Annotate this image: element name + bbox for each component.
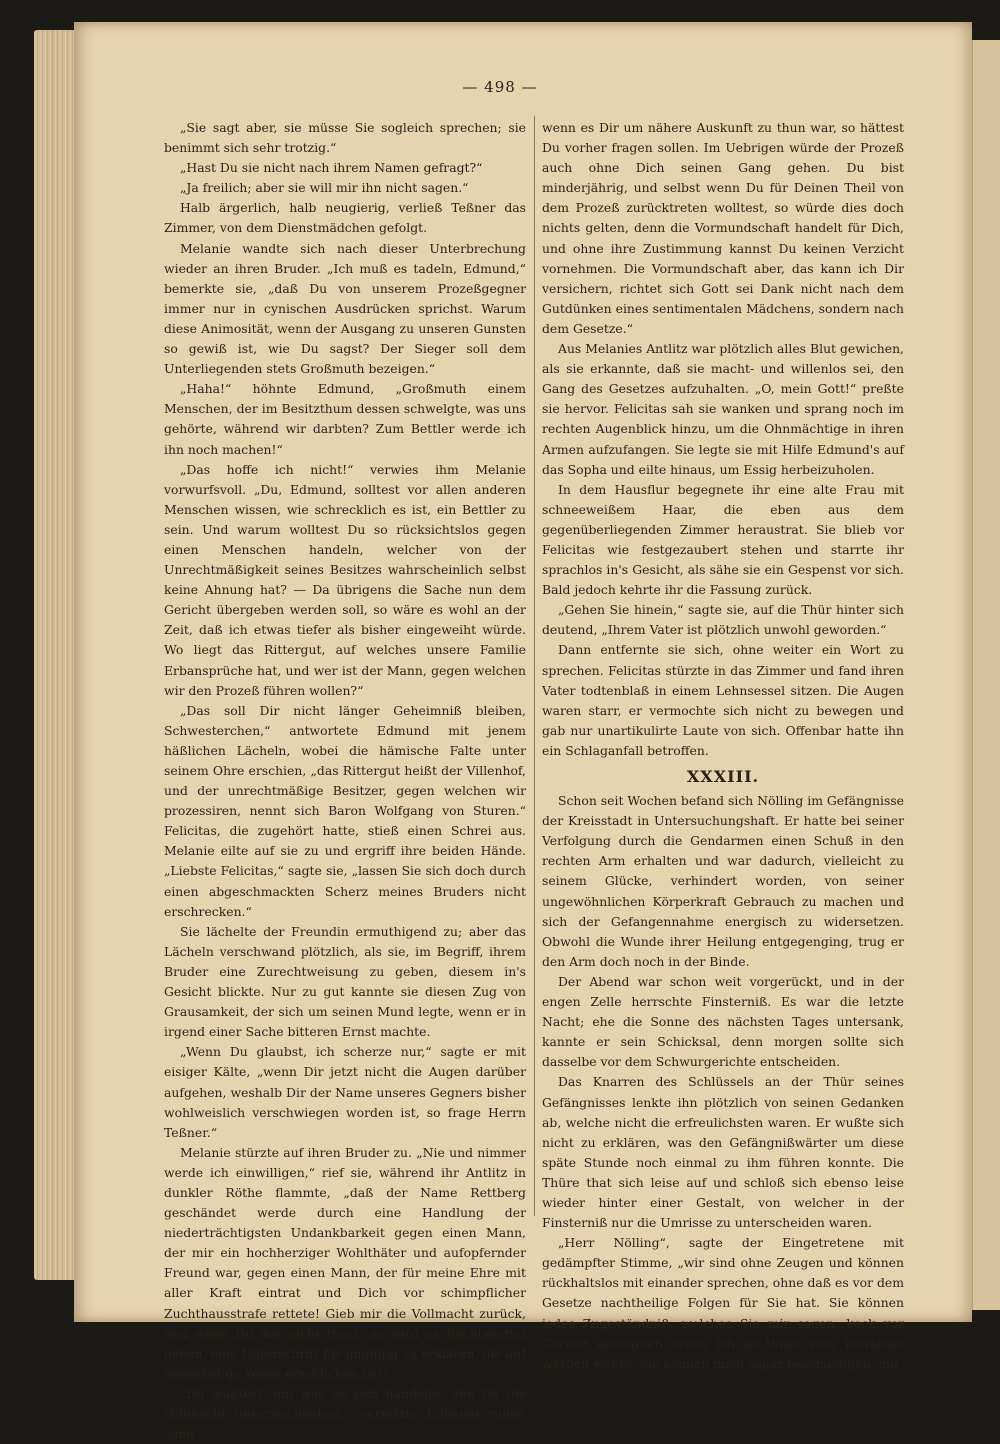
paragraph: In dem Hausflur begegnete ihr eine alte Frau mit schneeweißem Haar, die eben aus dem gegenüberliegenden Zimmer heraustrat. Sie blieb vor Felicitas wie festgezaubert stehen und starrte ihr sprachlos in's Gesicht, als sähe sie ein Gespenst vor sich. Bald jedoch kehrte ihr die Fassung zurück. (542, 481, 904, 598)
paragraph: „Wenn Du glaubst, ich scherze nur,“ sagte er mit eisiger Kälte, „wenn Dir jetzt nicht die Augen darüber aufgehen, weshalb Dir der Name unseres Gegners bisher wohlweislich verschwiegen worden ist, so frage Herrn Teßner.“ (164, 1044, 526, 1140)
paragraph: „Sie sagt aber, sie müsse Sie sogleich sprechen; sie benimmt sich sehr trotzig.“ (164, 120, 526, 156)
paragraph: Halb ärgerlich, halb neugierig, verließ Teßner das Zimmer, von dem Dienstmädchen gefolgt. (164, 200, 526, 236)
paragraph: wenn es Dir um nähere Auskunft zu thun war, so hättest Du vorher fragen sollen. Im Uebrigen würde der Prozeß auch ohne Dich seinen Gang gehen. Du bist minderjährig, und selbst wenn Du für Deinen Theil von dem Prozeß zurücktreten wolltest, so würde dies doch nichts gelten, denn die Vormundschaft handelt für Dich, und ohne ihre Zustimmung kannst Du keinen Verzicht vornehmen. Die Vormundschaft aber, das kann ich Dir versichern, richtet sich Gott sei Dank nicht nach dem Gutdünken eines sentimentalen Mädchens, sondern nach dem Gesetze.“ (542, 120, 904, 336)
paragraph: Schon seit Wochen befand sich Nölling im Gefängnisse der Kreisstadt in Untersuchungshaft. Er hatte bei seiner Verfolgung durch die Gendarmen einen Schuß in den rechten Arm erhalten und war dadurch, vielleicht zu seinem Glücke, verhindert worden, von seiner ungewöhnlichen Körperkraft Gebrauch zu machen und sich der Gefangennahme energisch zu widersetzen. Obwohl die Wunde ihrer Heilung entgegenging, trug er den Arm doch noch in der Binde. (542, 793, 904, 969)
paragraph: „Du wußtest, um was es sich handelte, ehe Du die Vollmacht unterzeichnetest,“ versetzte Edmund ruhig, „und (164, 1385, 526, 1442)
paragraph: „Das soll Dir nicht länger Geheimniß bleiben, Schwesterchen,“ antwortete Edmund mit jenem häßlichen Lächeln, wobei die hämische Falte unter seinem Ohre erschien, „das Rittergut heißt der Villenhof, und der unrechtmäßige Besitzer, gegen welchen wir prozessiren, nennt sich Baron Wolfgang von Sturen.“ Felicitas, die zugehört hatte, stieß einen Schrei aus. Melanie eilte auf sie zu und ergriff ihre beiden Hände. „Liebste Felicitas,“ sagte sie, „lassen Sie sich doch durch einen abgeschmackten Scherz meines Bruders nicht erschrecken.“ (164, 702, 526, 919)
page-number: — 498 — (462, 78, 538, 96)
paragraph: Melanie wandte sich nach dieser Unterbrechung wieder an ihren Bruder. „Ich muß es tadeln, Edmund,“ bemerkte sie, „daß Du von unserem Prozeßgegner immer nur in cynischen Ausdrücken sprichst. Warum diese Animosität, wenn der Ausgang zu unseren Gunsten so gewiß ist, wie Du sagst? Der Sieger soll dem Unterliegenden stets Großmuth bezeigen.“ (164, 240, 526, 377)
chapter-heading: XXXIII. (686, 767, 760, 786)
paragraph: „Herr Nölling“, sagte der Eingetretene mit gedämpfter Stimme, „wir sind ohne Zeugen und können rückhaltslos mit einander sprechen, ohne daß es vor dem Gesetze nachtheilige Folgen für Sie hat. Sie können jedes Zugeständniß, welches Sie mir sagen, keck vor Gericht ableugnen, wenn ich an Ihnen zum Verräther werden wollte; Sie können mich sogar beschuldigen, mir (542, 1235, 904, 1371)
paragraph: Melanie stürzte auf ihren Bruder zu. „Nie und nimmer werde ich einwilligen,“ rief sie, während ihr Antlitz in dunkler Röthe flammte, „daß der Name Rettberg geschändet werde durch eine Handlung der niederträchtigsten Undankbarkeit gegen einen Mann, der mir ein hochherziger Wohlthäter und aufopfernder Freund war, gegen einen Mann, der für meine Ehre mit aller Kraft eintrat und Dich vor schimpflicher Zuchthausstrafe rettete! Gieb mir die Vollmacht zurück, und wenn Du das nicht thust, so wird es Rechtsmittel geben, eine Unterschrift für ungültig zu erklären, die auf hinterlistige Weise erschlichen ist!“ (164, 1144, 526, 1381)
page-edge-stack (34, 30, 74, 1280)
paragraph: „Haha!“ höhnte Edmund, „Großmuth einem Menschen, der im Besitzthum dessen schwelgte, was uns gehörte, während wir darbten? Zum Bettler werde ich ihn noch machen!“ (164, 381, 526, 457)
paragraph: Aus Melanies Antlitz war plötzlich alles Blut gewichen, als sie erkannte, daß sie macht- und willenlos sei, den Gang des Gesetzes aufzuhalten. „O, mein Gott!“ preßte sie hervor. Felicitas sah sie wanken und sprang noch im rechten Augenblick hinzu, um die Ohnmächtige in ihren Armen aufzufangen. Sie legte sie mit Hilfe Edmund's auf das Sopha und eilte hinaus, um Essig herbeizuholen. (542, 341, 904, 477)
column-divider (534, 116, 535, 1216)
paragraph: Das Knarren des Schlüssels an der Thür seines Gefängnisses lenkte ihn plötzlich von seinen Gedanken ab, welche nicht die erfreulichsten waren. Er wußte sich nicht zu erklären, was den Gefängnißwärter um diese späte Stunde noch einmal zu ihm führen konnte. Die Thüre that sich leise auf und schloß sich ebenso leise wieder hinter einer Gestalt, von welcher in der Finsterniß nur die Umrisse zu unterscheiden waren. (542, 1074, 904, 1231)
paragraph: „Ja freilich; aber sie will mir ihn nicht sagen.“ (180, 180, 469, 196)
left-column (164, 118, 526, 1444)
paragraph: Dann entfernte sie sich, ohne weiter ein Wort zu sprechen. Felicitas stürzte in das Zimmer und fand ihren Vater todtenblaß in einem Lehnsessel sitzen. Die Augen waren starr, er vermochte sich nicht zu bewegen und gab nur unartikulirte Laute von sich. Offenbar hatte ihn ein Schlaganfall betroffen. (542, 642, 904, 758)
facing-page-edge (972, 40, 1000, 1310)
paragraph: „Gehen Sie hinein,“ sagte sie, auf die Thür hinter sich deutend, „Ihrem Vater ist plötzlich unwohl geworden.“ (542, 602, 904, 638)
right-column (542, 118, 904, 1374)
paragraph: Der Abend war schon weit vorgerückt, und in der engen Zelle herrschte Finsterniß. Es war die letzte Nacht; ehe die Sonne des nächsten Tages untersank, kannte er sein Schicksal, denn morgen sollte sich dasselbe vor dem Schwurgerichte entscheiden. (542, 973, 904, 1070)
paragraph: Sie lächelte der Freundin ermuthigend zu; aber das Lächeln verschwand plötzlich, als sie, im Begriff, ihrem Bruder eine Zurechtweisung zu geben, diesem in's Gesicht blickte. Nur zu gut kannte sie diesen Zug von Grausamkeit, der sich um seinen Mund legte, wenn er in irgend einer Sache bitteren Ernst machte. (164, 923, 526, 1040)
paragraph: „Das hoffe ich nicht!“ verwies ihm Melanie vorwurfsvoll. „Du, Edmund, solltest vor allen anderen Menschen wissen, wie schrecklich es ist, ein Bettler zu sein. Und warum wolltest Du so rücksichtslos gegen einen Menschen handeln, welcher von der Unrechtmäßigkeit seines Besitzes wahrscheinlich selbst keine Ahnung hat? — Da übrigens die Sache nun dem Gericht übergeben werden soll, so wäre es wohl an der Zeit, daß ich etwas tiefer als bisher eingeweiht würde. Wo liegt das Rittergut, auf welches unsere Familie Erbansprüche hat, und wer ist der Mann, gegen welchen wir den Prozeß führen wollen?“ (164, 461, 526, 698)
paragraph: „Hast Du sie nicht nach ihrem Namen gefragt?“ (180, 160, 483, 176)
